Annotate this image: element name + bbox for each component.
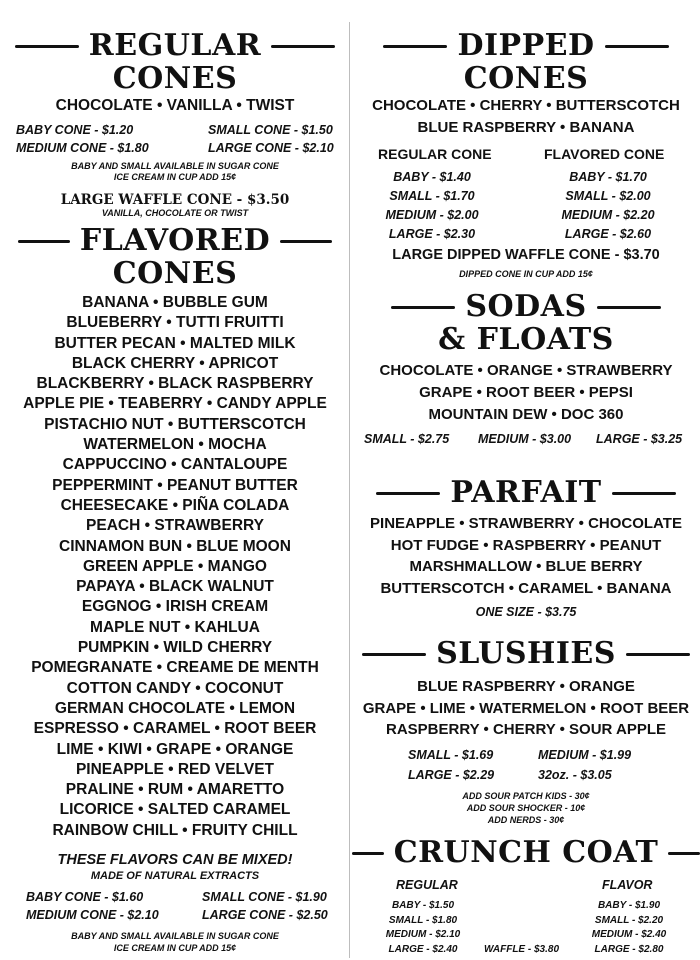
crunch-regular-heading: REGULAR (396, 878, 458, 892)
slushies-price-medium: MEDIUM - $1.99 (538, 748, 632, 762)
ornament-right (612, 492, 676, 495)
flavor-line: GRAPE • LIME • WATERMELON • ROOT BEER (362, 699, 690, 717)
flavor-line: PRALINE • RUM • AMARETTO (65, 781, 285, 799)
sodas-price-medium: MEDIUM - $3.00 (478, 432, 572, 446)
price-line: LARGE - $2.80 (594, 943, 664, 955)
slushies-flavors (352, 676, 700, 741)
flavor-line: LIME • KIWI • GRAPE • ORANGE (56, 740, 294, 758)
price-line: SMALL - $1.70 (389, 189, 475, 203)
flavor-line: MAPLE NUT • KAHLUA (90, 618, 260, 636)
price-line: BABY - $1.70 (569, 170, 647, 184)
regular-price-medium: MEDIUM CONE - $1.80 (16, 141, 149, 155)
price-line: SMALL - $2.00 (565, 189, 651, 203)
ornament-left (15, 45, 79, 48)
crunch-flavor-prices (574, 899, 684, 957)
slushies-price-large: LARGE - $2.29 (408, 768, 495, 782)
addon-line: ADD NERDS - 30¢ (487, 815, 565, 825)
flavor-line: EGGNOG • IRISH CREAM (81, 598, 269, 616)
dipped-cones-title: DIPPED (352, 30, 700, 62)
flavored-natural-note: MADE OF NATURAL EXTRACTS (90, 870, 260, 882)
flavor-line: CHOCOLATE • ORANGE • STRAWBERRY (379, 362, 673, 379)
parfait-price: ONE SIZE - $3.75 (475, 605, 577, 619)
ornament-left (383, 45, 447, 48)
dipped-waffle: LARGE DIPPED WAFFLE CONE - $3.70 (392, 247, 660, 263)
price-line: BABY - $1.90 (597, 900, 661, 911)
flavor-line: PISTACHIO NUT • BUTTERSCOTCH (44, 415, 306, 433)
ornament-right (668, 852, 700, 855)
sodas-price-small: SMALL - $2.75 (364, 432, 450, 446)
addon-line: ADD SOUR SHOCKER - 10¢ (466, 803, 586, 813)
flavor-line: GERMAN CHOCOLATE • LEMON (54, 699, 296, 717)
flavor-line: MOUNTAIN DEW • DOC 360 (428, 406, 624, 423)
price-line: BABY - $1.40 (393, 170, 471, 184)
dipped-regular-heading: REGULAR CONE (378, 146, 492, 162)
flavor-line: ESPRESSO • CARAMEL • ROOT BEER (33, 720, 317, 738)
flavored-list (0, 293, 350, 841)
slushies-addons (352, 790, 700, 826)
price-line: MEDIUM - $2.20 (561, 208, 655, 222)
regular-flavors: CHOCOLATE • VANILLA • TWIST (55, 97, 295, 114)
crunch-regular-prices (368, 899, 478, 957)
price-line: LARGE - $2.60 (564, 227, 652, 241)
flavored-price-medium: MEDIUM CONE - $2.10 (26, 908, 159, 922)
regular-waffle: LARGE WAFFLE CONE - $3.50 (60, 192, 290, 208)
price-line: LARGE - $2.40 (388, 943, 458, 955)
flavor-line: BLACKBERRY • BLACK RASPBERRY (36, 375, 314, 393)
price-line: SMALL - $1.80 (388, 914, 458, 926)
slushies-title: SLUSHIES (352, 638, 700, 670)
flavor-line: LICORICE • SALTED CARAMEL (59, 801, 291, 819)
flavor-line: BANANA • BUBBLE GUM (82, 294, 268, 311)
crunch-waffle-price: WAFFLE - $3.80 (484, 944, 560, 955)
dipped-regular-prices (372, 168, 492, 244)
flavored-price-small: SMALL CONE - $1.90 (202, 890, 327, 904)
ornament-right (280, 240, 332, 243)
regular-note-cup: ICE CREAM IN CUP ADD 15¢ (113, 172, 237, 182)
ornament-right (271, 45, 335, 48)
ornament-left (376, 492, 440, 495)
addon-line: ADD SOUR PATCH KIDS - 30¢ (462, 791, 590, 801)
flavored-note-cup: ICE CREAM IN CUP ADD 15¢ (113, 943, 237, 953)
regular-price-small: SMALL CONE - $1.50 (208, 123, 333, 137)
regular-price-large: LARGE CONE - $2.10 (208, 141, 334, 155)
price-line: MEDIUM - $2.40 (591, 929, 667, 940)
flavor-line: BLUE RASPBERRY • ORANGE (417, 678, 635, 695)
flavor-line: PAPAYA • BLACK WALNUT (76, 578, 274, 596)
flavor-line: PINEAPPLE • RED VELVET (75, 760, 275, 778)
flavor-line: BUTTERSCOTCH • CARAMEL • BANANA (380, 579, 672, 597)
flavor-line: APPLE PIE • TEABERRY • CANDY APPLE (23, 395, 327, 413)
regular-note-sugar: BABY AND SMALL AVAILABLE IN SUGAR CONE (71, 161, 279, 171)
ornament-left (391, 306, 455, 309)
price-line: MEDIUM - $2.10 (385, 929, 461, 940)
sodas-price-large: LARGE - $3.25 (596, 432, 683, 446)
flavor-line: BLUEBERRY • TUTTI FRUITTI (66, 314, 284, 332)
sodas-flavors (352, 360, 700, 426)
sodas-title: SODAS (352, 291, 700, 323)
flavored-price-baby: BABY CONE - $1.60 (26, 890, 144, 904)
flavor-line: CINNAMON BUN • BLUE MOON (59, 537, 291, 555)
dipped-flavored-prices (548, 168, 668, 244)
flavor-line: RASPBERRY • CHERRY • SOUR APPLE (386, 721, 666, 738)
dipped-cones-title-2: CONES (463, 61, 589, 96)
flavored-note-sugar: BABY AND SMALL AVAILABLE IN SUGAR CONE (71, 931, 279, 941)
dipped-flavored-heading: FLAVORED CONE (544, 146, 665, 162)
dipped-flavors-2: BLUE RASPBERRY • BANANA (417, 119, 635, 136)
flavored-price-large: LARGE CONE - $2.50 (202, 908, 328, 922)
crunch-coat-title: CRUNCH COAT (352, 837, 700, 869)
price-line: MEDIUM - $2.00 (385, 208, 479, 222)
flavor-line: MARSHMALLOW • BLUE BERRY (409, 558, 643, 575)
ornament-right (626, 653, 690, 656)
flavor-line: CHEESECAKE • PIÑA COLADA (60, 496, 290, 514)
regular-cones-title: REGULAR (0, 30, 350, 62)
ornament-right (605, 45, 669, 48)
slushies-price-small: SMALL - $1.69 (408, 748, 494, 762)
flavor-line: COTTON CANDY • COCONUT (66, 679, 284, 697)
flavor-line: HOT FUDGE • RASPBERRY • PEANUT (390, 536, 662, 554)
dipped-cup-note: DIPPED CONE IN CUP ADD 15¢ (459, 269, 593, 279)
flavor-line: PUMPKIN • WILD CHERRY (77, 639, 273, 657)
ornament-left (362, 653, 426, 656)
parfait-flavors (352, 513, 700, 599)
ornament-left (352, 852, 384, 855)
parfait-title: PARFAIT (352, 477, 700, 509)
flavor-line: PEACH • STRAWBERRY (86, 517, 264, 535)
flavor-line: PEPPERMINT • PEANUT BUTTER (52, 476, 298, 494)
dipped-flavors-1: CHOCOLATE • CHERRY • BUTTERSCOTCH (372, 97, 680, 114)
price-line: BABY - $1.50 (391, 900, 455, 911)
flavor-line: CAPPUCCINO • CANTALOUPE (62, 456, 288, 474)
flavor-line: RAINBOW CHILL • FRUITY CHILL (52, 821, 298, 839)
sodas-title-2: & FLOATS (438, 322, 614, 357)
flavor-line: BLACK CHERRY • APRICOT (71, 354, 279, 372)
flavor-line: PINEAPPLE • STRAWBERRY • CHOCOLATE (370, 515, 682, 532)
price-line: SMALL - $2.20 (594, 914, 664, 926)
regular-waffle-note: VANILLA, CHOCOLATE OR TWIST (101, 208, 249, 218)
regular-cones-title-2: CONES (112, 61, 238, 96)
flavor-line: WATERMELON • MOCHA (83, 436, 267, 454)
flavored-mixed-note: THESE FLAVORS CAN BE MIXED! (57, 852, 293, 868)
flavor-line: BUTTER PECAN • MALTED MILK (54, 334, 296, 352)
flavor-line: POMEGRANATE • CREAME DE MENTH (31, 659, 319, 677)
flavored-cones-title: FLAVORED (0, 225, 350, 257)
ornament-left (18, 240, 70, 243)
crunch-flavor-heading: FLAVOR (602, 878, 653, 892)
price-line: LARGE - $2.30 (388, 227, 476, 241)
flavor-line: GRAPE • ROOT BEER • PEPSI (419, 384, 633, 401)
flavored-cones-title-2: CONES (112, 256, 238, 291)
ornament-right (597, 306, 661, 309)
slushies-price-32oz: 32oz. - $3.05 (538, 768, 612, 782)
regular-price-baby: BABY CONE - $1.20 (16, 123, 134, 137)
flavor-line: GREEN APPLE • MANGO (83, 557, 267, 575)
